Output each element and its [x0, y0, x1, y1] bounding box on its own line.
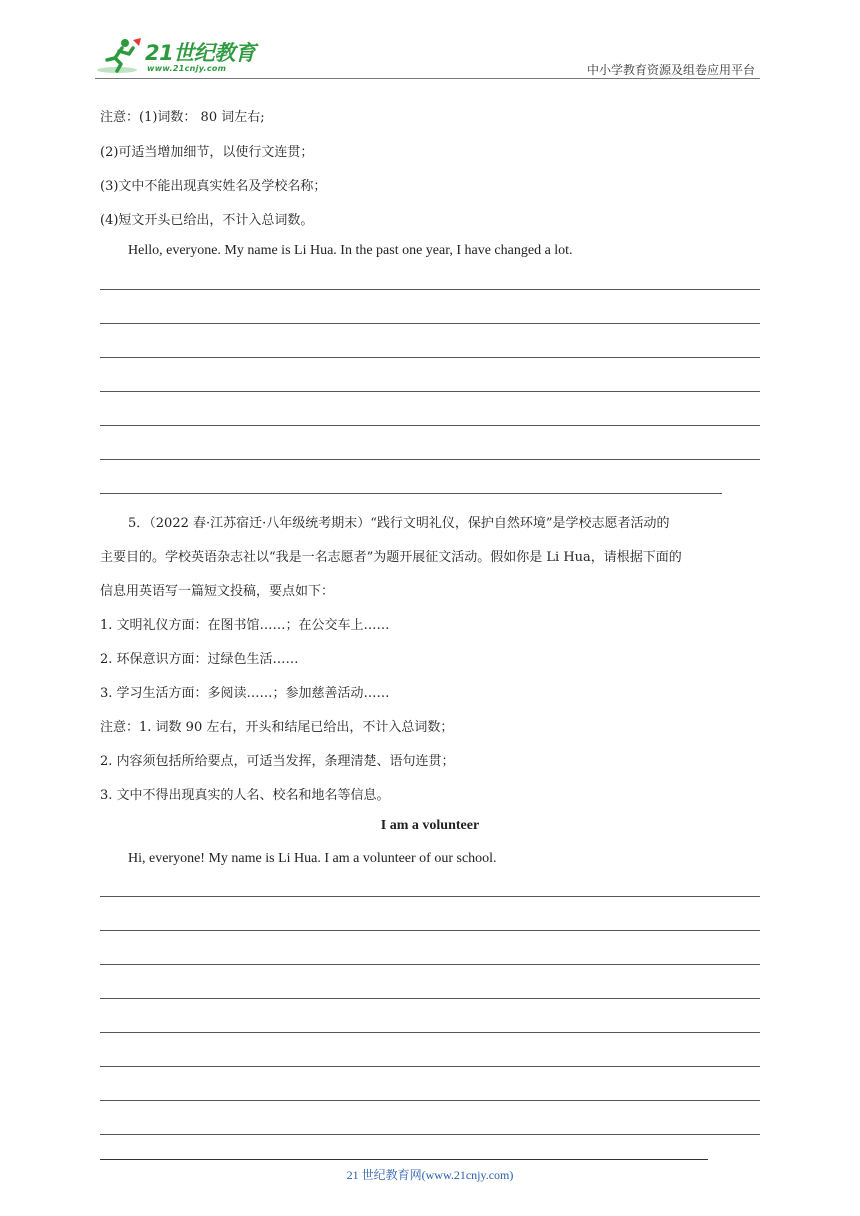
page-header: [95, 34, 760, 80]
writing-line[interactable]: [100, 964, 760, 965]
site-logo[interactable]: [95, 34, 265, 78]
writing-line[interactable]: [100, 391, 760, 392]
writing-line[interactable]: [100, 1100, 760, 1101]
writing-line[interactable]: [100, 1134, 760, 1135]
logo-url: www.21cnjy.com: [147, 64, 227, 73]
header-divider: [95, 78, 760, 79]
s4-note-4: (4)短文开头已给出，不计入总词数。: [100, 213, 314, 228]
s4-note-2: (2)可适当增加细节，以使行文连贯；: [100, 145, 314, 160]
writing-line[interactable]: [100, 289, 760, 290]
footer-link[interactable]: 21 世纪教育网(www.21cnjy.com): [346, 1168, 514, 1182]
s4-note-3: (3)文中不能出现真实姓名及学校名称；: [100, 179, 327, 194]
writing-line[interactable]: [100, 323, 760, 324]
writing-line[interactable]: [100, 896, 760, 897]
writing-line[interactable]: [100, 357, 760, 358]
writing-line[interactable]: [100, 930, 760, 931]
runner-logo-icon: [95, 36, 143, 76]
s5-note-2: 2. 内容须包括所给要点，可适当发挥，条理清楚、语句连贯；: [100, 754, 455, 769]
s5-prompt-1: 5．（2022 春·江苏宿迁·八年级统考期末）“践行文明礼仪，保护自然环境”是学校志愿者活动的: [128, 516, 670, 531]
s5-note-1: 注意：1. 词数 90 左右，开头和结尾已给出，不计入总词数；: [100, 720, 454, 735]
s5-note-3: 3. 文中不得出现真实的人名、校名和地名等信息。: [100, 788, 390, 803]
platform-tagline: 中小学教育资源及组卷应用平台: [586, 63, 755, 77]
s5-prompt-2: 主要目的。学校英语杂志社以“我是一名志愿者”为题开展征文活动。假如你是 Li Hua，请根据下面的: [100, 550, 682, 565]
s4-opening-sentence: Hello, everyone. My name is Li Hua. In the past one year, I have changed a lot.: [128, 243, 573, 258]
writing-line[interactable]: [100, 459, 760, 460]
writing-line[interactable]: [100, 998, 760, 999]
s4-note-1: 注意：(1)词数： 80 词左右;: [100, 110, 265, 125]
footer-divider: [100, 1159, 708, 1160]
s5-point-3: 3. 学习生活方面：多阅读……；参加慈善活动……: [100, 686, 390, 701]
s5-point-1: 1. 文明礼仪方面：在图书馆……；在公交车上……: [100, 618, 390, 633]
writing-line[interactable]: [100, 1032, 760, 1033]
essay-title: I am a volunteer: [380, 818, 480, 833]
s5-prompt-3: 信息用英语写一篇短文投稿，要点如下：: [100, 584, 335, 599]
s5-point-2: 2. 环保意识方面：过绿色生活……: [100, 652, 299, 667]
logo-text: 21世纪教育: [145, 41, 256, 65]
writing-line[interactable]: [100, 1066, 760, 1067]
s5-opening-sentence: Hi, everyone! My name is Li Hua. I am a volunteer of our school.: [128, 851, 497, 866]
writing-line[interactable]: [100, 425, 760, 426]
writing-line[interactable]: [100, 493, 722, 494]
